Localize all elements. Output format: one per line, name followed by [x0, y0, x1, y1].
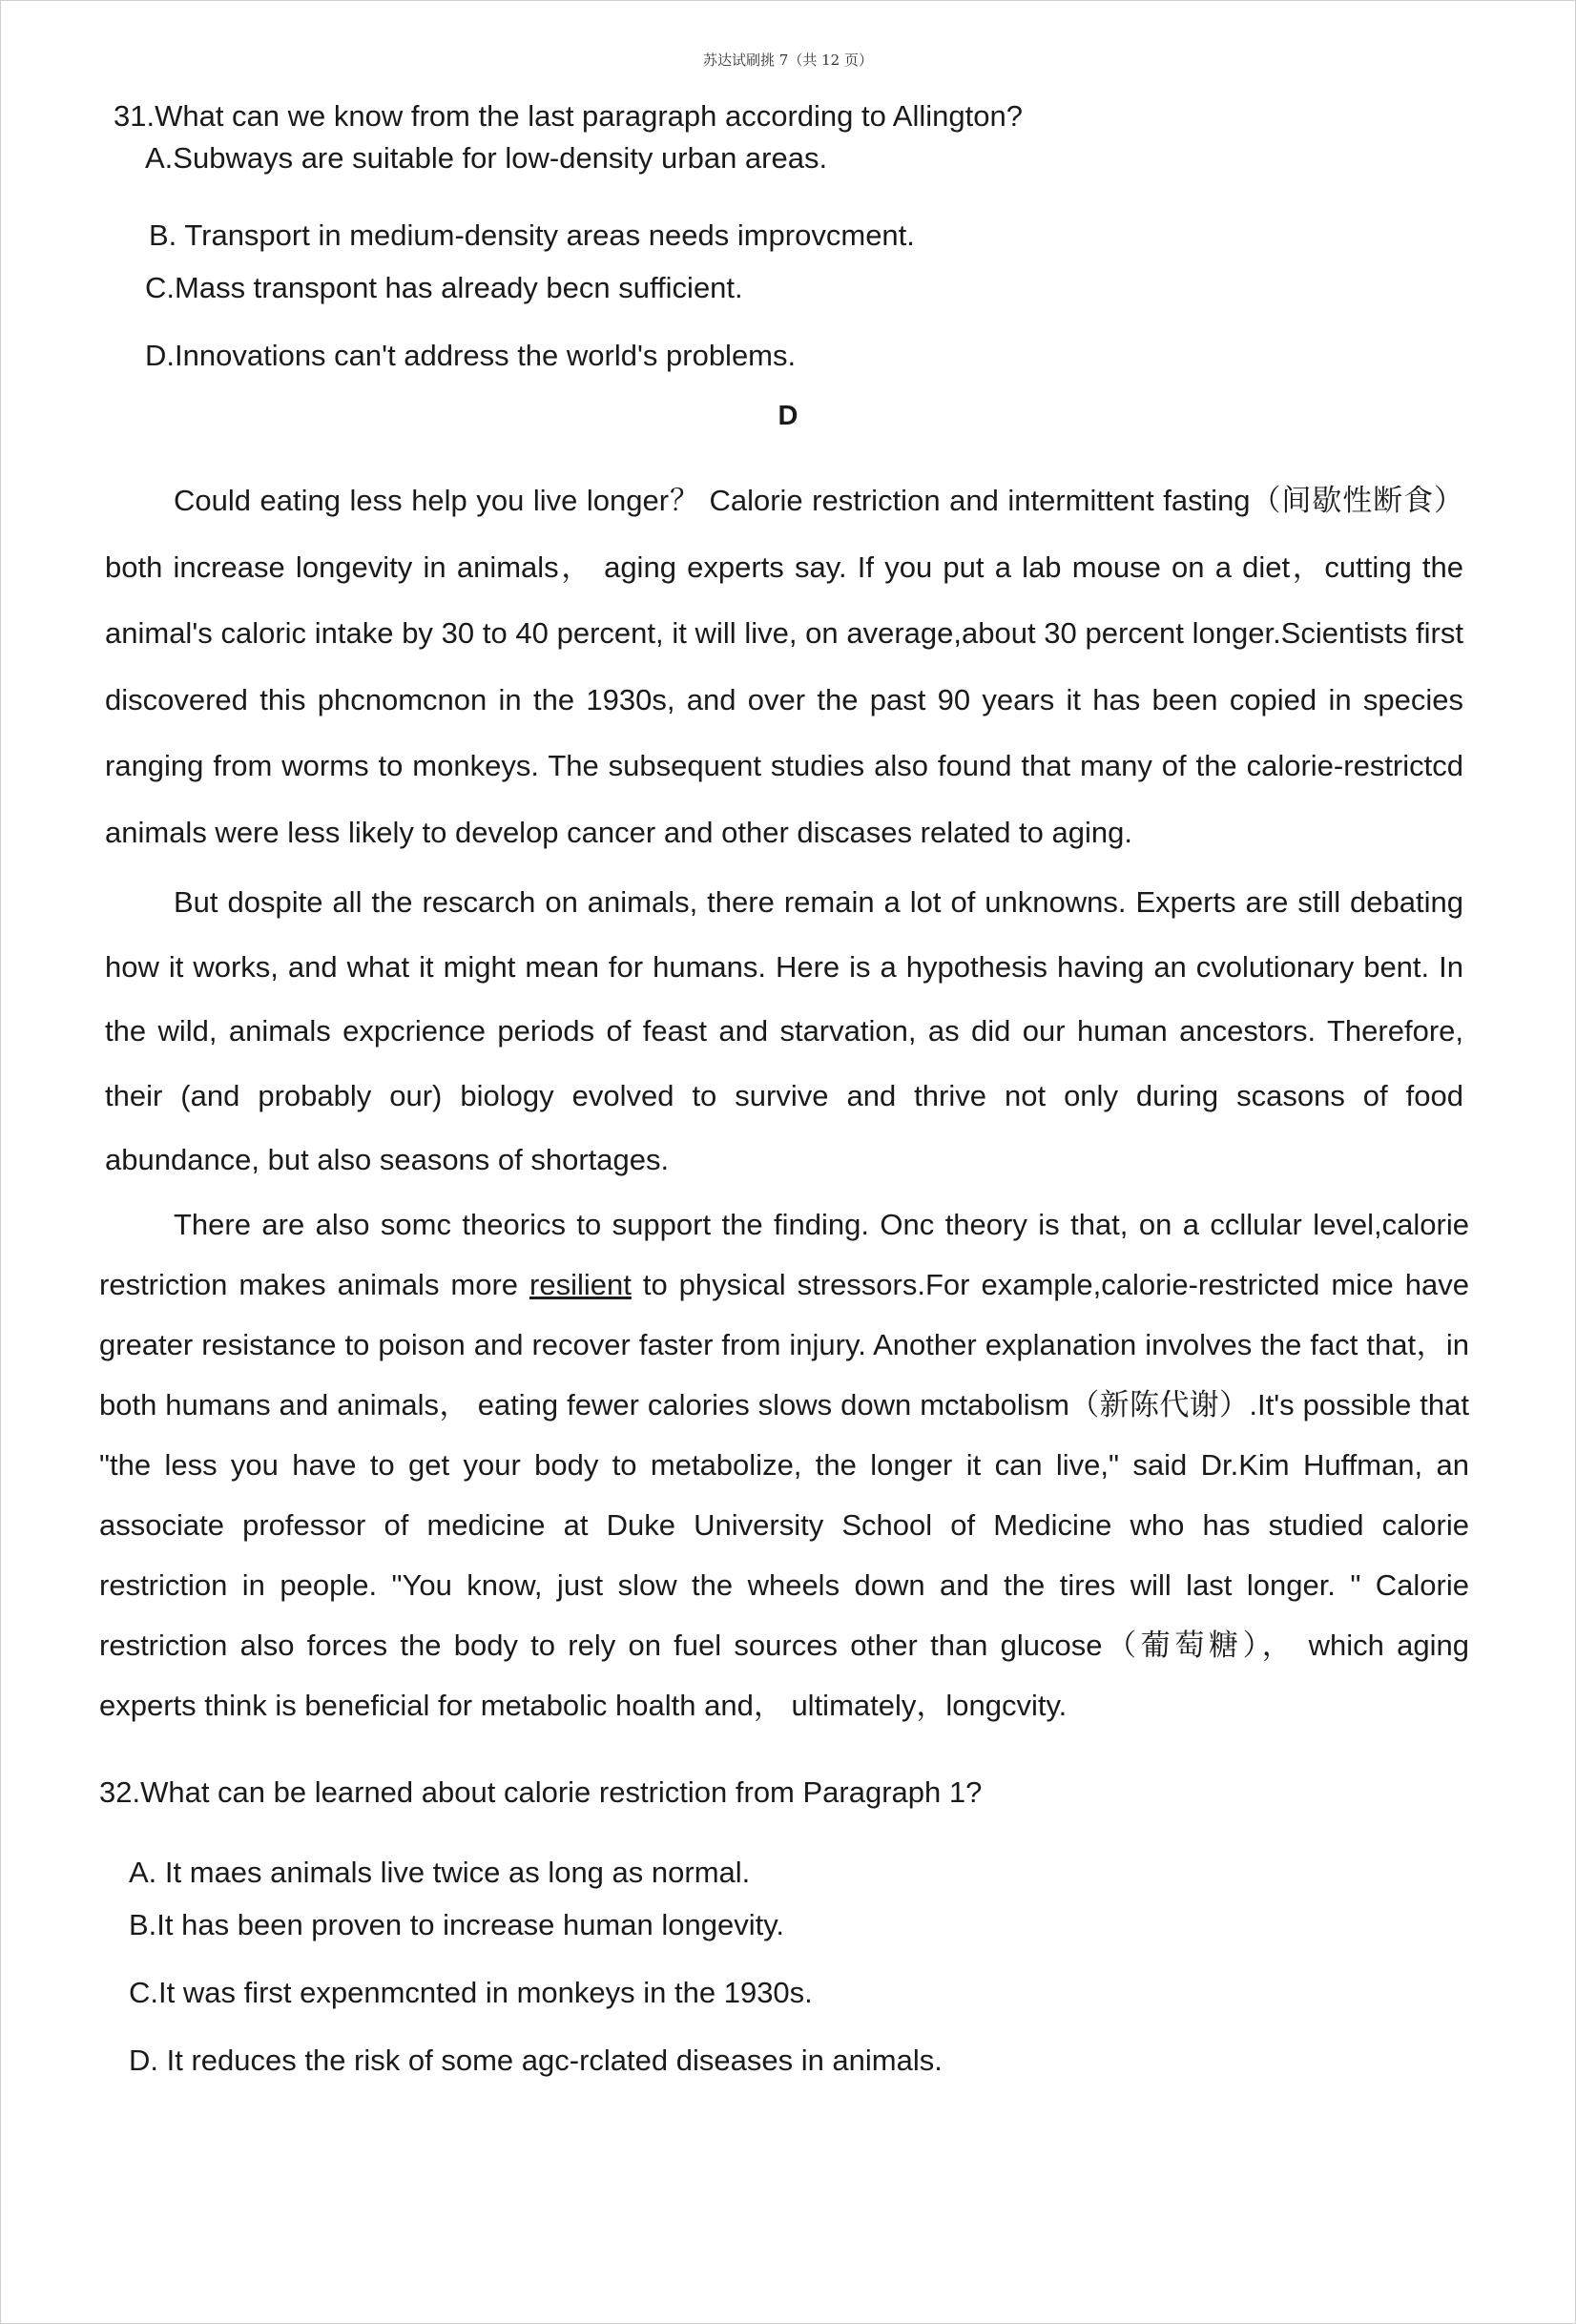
- underlined-word-resilient: resilient: [529, 1268, 632, 1301]
- passage-paragraph-1: [105, 467, 1463, 865]
- question-31-option-c: C.Mass transpont has already becn sufficient.: [145, 271, 743, 304]
- passage-paragraph-2-text: But dospite all the rescarch on animals, there remain a lot of unknowns. Experts are still debating how it works, and what it might mean for humans. Here is a hypothesis having an cvolutionary bent. In the wild, animals expcrience periods of feast and starvation, as did our human ancestors. Therefore, their (and probably our) biology evolved to survive and thrive not only during scasons of food abundance, but also seasons of shortages.: [105, 885, 1463, 1176]
- question-32-option-c: C.It was first expenmcnted in monkeys in the 1930s.: [129, 1976, 813, 2009]
- question-32-option-b: B.It has been proven to increase human longevity.: [129, 1908, 785, 1941]
- question-32-option-a: A. It maes animals live twice as long as normal.: [129, 1856, 751, 1889]
- question-32-text: 32.What can be learned about calorie restriction from Paragraph 1?: [99, 1775, 983, 1809]
- question-31-option-d: D.Innovations can't address the world's problems.: [145, 339, 797, 372]
- section-letter: D: [778, 401, 798, 431]
- question-32-option-d: D. It reduces the risk of some agc-rclated diseases in animals.: [129, 2044, 943, 2077]
- question-31-option-a: A.Subways are suitable for low-density urban areas.: [145, 141, 828, 175]
- passage-paragraph-2: [105, 870, 1463, 1193]
- passage-paragraph-3-part-2: to physical stressors.For example,calorie-restricted mice have greater resistance to poison and recover faster from injury. Another explanation involves the fact that，in both humans and animals， eating fewer calories slows down mctabolism（新陈代谢）.It's possible that "the less you have to get your body to metabolize, the longer it can live," said Dr.Kim Huffman, an associate professor of medicine at Duke University School of Medicine who has studied calorie restriction in people. "You know, just slow the wheels down and the tires will last longer. " Calorie restriction also forces the body to rely on fuel sources other than glucose（葡萄糖）， which aging experts think is beneficial for metabolic hoalth and， ultimately，longcvity.: [99, 1268, 1469, 1722]
- question-31-text: 31.What can we know from the last paragraph according to Allington?: [114, 99, 1023, 133]
- passage-paragraph-1-text: Could eating less help you live longer？ Calorie restriction and intermittent fasting（间歇性断食）both increase longevity in animals， aging experts say. If you put a lab mouse on a diet，cutting the animal's caloric intake by 30 to 40 percent, it will live, on average,about 30 percent longer.Scientists first discovered this phcnomcnon in the 1930s, and over the past 90 years it has been copied in species ranging from worms to monkeys. The subsequent studies also found that many of the calorie-restrictcd animals were less likely to develop cancer and other discases related to aging.: [105, 484, 1463, 849]
- question-31-option-b: B. Transport in medium-density areas needs improvcment.: [149, 218, 915, 252]
- passage-paragraph-3-text: [99, 1194, 1469, 1735]
- page-header: 苏达试刷挑 7（共 12 页）: [703, 52, 873, 69]
- passage-paragraph-3: [99, 1194, 1469, 1735]
- passage-paragraph-3-part-1: There are also somc theorics to support the finding. Onc theory is that, on a ccllular level,calorie restriction makes animals more: [99, 1208, 1469, 1301]
